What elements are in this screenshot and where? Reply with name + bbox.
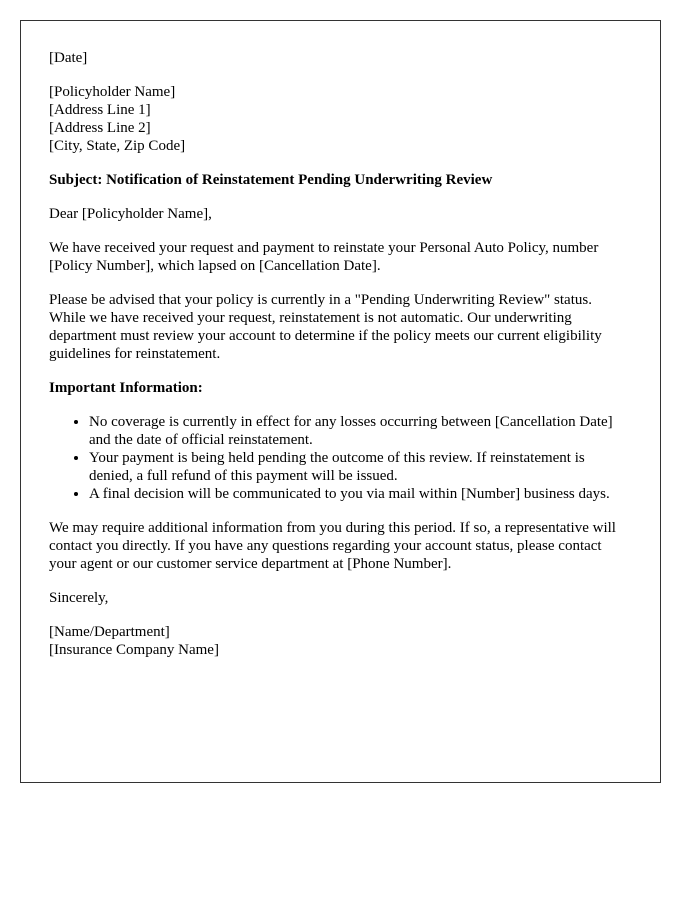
date: [Date] — [49, 50, 88, 66]
list-item: • No coverage is currently in effect for any losses occurring between [Cancellation Date] and the date of official reinstatement. — [89, 413, 632, 449]
important-list — [49, 413, 632, 503]
body-paragraph: We have received your request and payment to reinstate your Personal Auto Policy, number [Policy Number], which lapsed on [Cancellation Date]. — [49, 240, 599, 274]
signature-name-department: [Name/Department] — [49, 624, 170, 640]
closing-paragraph: We may require additional information from you during this period. If so, a representative will contact you directly. If you have any questions regarding your account status, please contact your agent or our customer service department at [Phone Number]. — [49, 520, 616, 572]
body-paragraph: Please be advised that your policy is currently in a "Pending Underwriting Review" status. While we have received your request, reinstatement is not automatic. Our underwriting department must review your account to determine if the policy meets our current eligibility guidelines for reinstatement. — [49, 292, 602, 362]
list-item: • Your payment is being held pending the outcome of this review. If reinstatement is denied, a full refund of this payment will be issued. — [89, 449, 632, 485]
letter — [20, 20, 661, 783]
address-line-2: [Address Line 2] — [49, 120, 151, 136]
list-item: • A final decision will be communicated to you via mail within [Number] business days. — [89, 485, 632, 503]
recipient-name: [Policyholder Name] — [49, 84, 176, 100]
signature — [49, 623, 632, 659]
important-heading: Important Information: — [49, 380, 203, 396]
city-state-zip: [City, State, Zip Code] — [49, 138, 186, 154]
recipient-address — [49, 83, 632, 155]
address-line-1: [Address Line 1] — [49, 102, 151, 118]
signature-company: [Insurance Company Name] — [49, 642, 219, 658]
subject-line: Subject: Notification of Reinstatement Pending Underwriting Review — [49, 172, 493, 188]
salutation: Dear [Policyholder Name], — [49, 206, 212, 222]
closing: Sincerely, — [49, 590, 109, 606]
